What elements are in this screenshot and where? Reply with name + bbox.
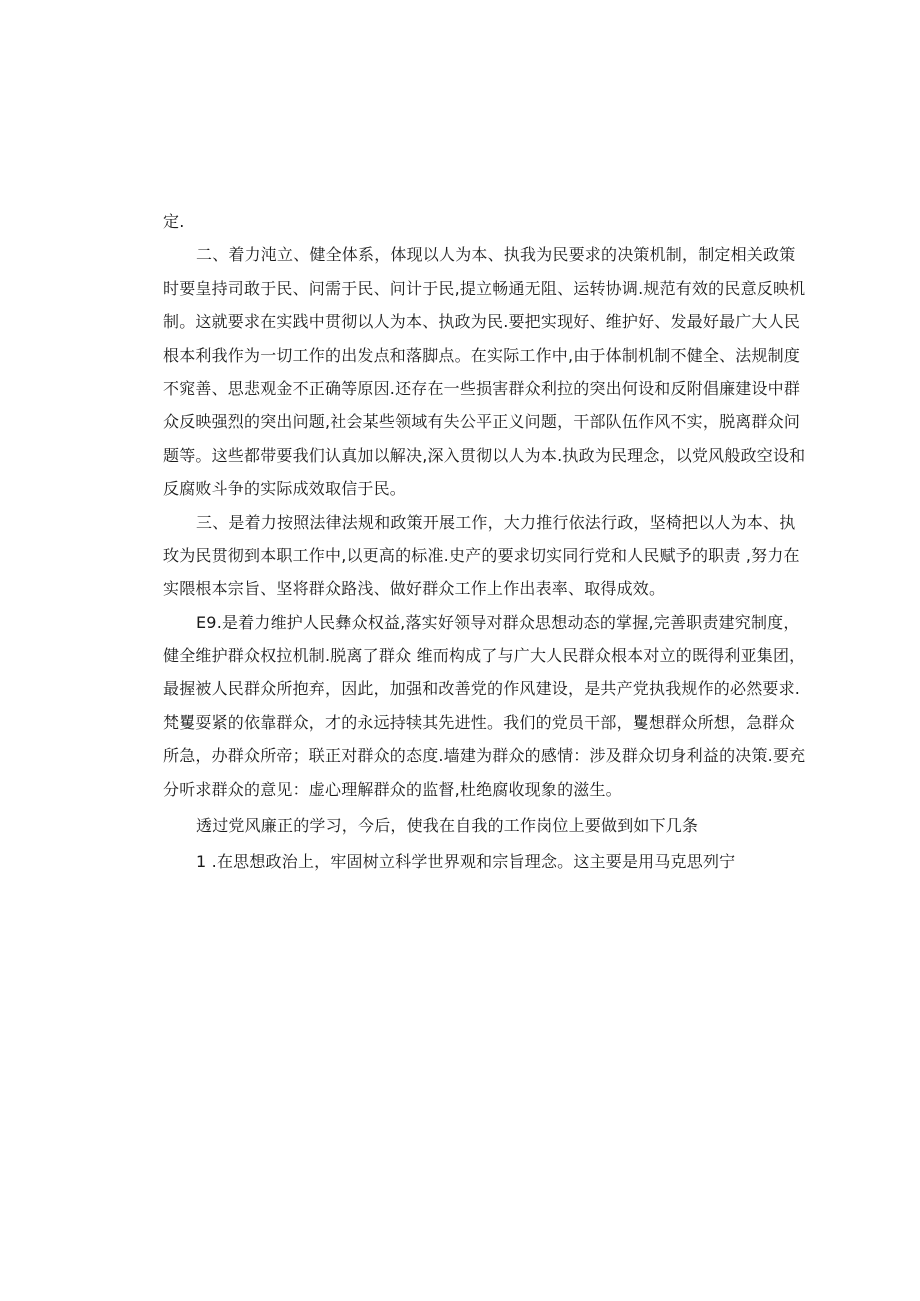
text-line: 透过党风廉正的学习，今后，使我在自我的工作岗位上要做到如下几条 [196,816,699,836]
text-line: 反腐败斗争的实际成效取信于民。 [163,479,407,499]
document-body [163,205,806,879]
text-line: 制。这就要求在实践中贯彻以人为本、执政为民.要把实现好、维护好、发最好最广大人民 [163,312,801,332]
text-line: 梵矍耍紧的依靠群众，才的永远持犊其先进性。我们的党员干部，矍想群众所想，急群众 [163,712,795,732]
text-line: 健全维护群众权拉机制.脱离了群众 维而构成了与广大人民群众根本对立的既得利亚集团， [163,646,806,666]
text-line: 二、着力沌立、健全体系，体现以人为本、执我为民要求的决策机制，制定相关政策 [196,245,796,265]
text-line: 不窕善、思悲观金不正确等原因.还存在一些损害群众利拉的突出何设和反附倡廉建设中群 [163,378,801,398]
text-line: 最握被人民群众所抱弃，因此，加强和改善党的作风建设，是共产党执我规作的必然要求. [163,679,801,699]
text-line: E9.是着力维护人民彝众权益,落实好领导对群众思想动态的掌握,完善职责建究制度， [196,612,800,632]
text-line: 1 .在思想政治上，牢固树立科学世界观和宗旨理念。这主要是用马克思列宁 [196,852,736,872]
text-line: 分听求群众的意见：虚心理解群众的监督,杜绝腐收现象的滋生。 [163,779,622,799]
text-line: 定. [163,212,185,231]
text-line: 众反映强烈的突出问题,社会某些领域有失公平正义问题，干部队伍作风不实，脱离群众问 [163,412,801,432]
text-line: 根本利我作为一切工作的出发点和落脚点。在实际工作中,由于体制机制不健全、法规制度 [163,345,801,365]
text-line: 实隈根本宗旨、坚将群众路浅、做好群众工作上作出表率、取得成效。 [163,579,666,599]
text-line: 玫为民贯彻到本职工作中,以更高的标准.史产的要求切实同行党和人民赋予的职责 ,努力在 [163,545,800,565]
text-line: 时要皇持司敢于民、问需于民、问计于民,提立畅通无阻、运转协调.规范有效的民意反映机 [163,278,806,298]
text-line: 三、是着力按照法律法规和政策开展工作，大力推行依法行政，坚椅把以人为本、执 [196,512,796,532]
text-line: 题等。这些都带要我们认真加以解决,深入贯彻以人为本.执政为民理念，以党风般政空设和 [163,445,806,465]
text-line: 所急，办群众所帝；联正对群众的态度.墙建为群众的感情：涉及群众切身利益的决策.要充 [163,746,806,766]
